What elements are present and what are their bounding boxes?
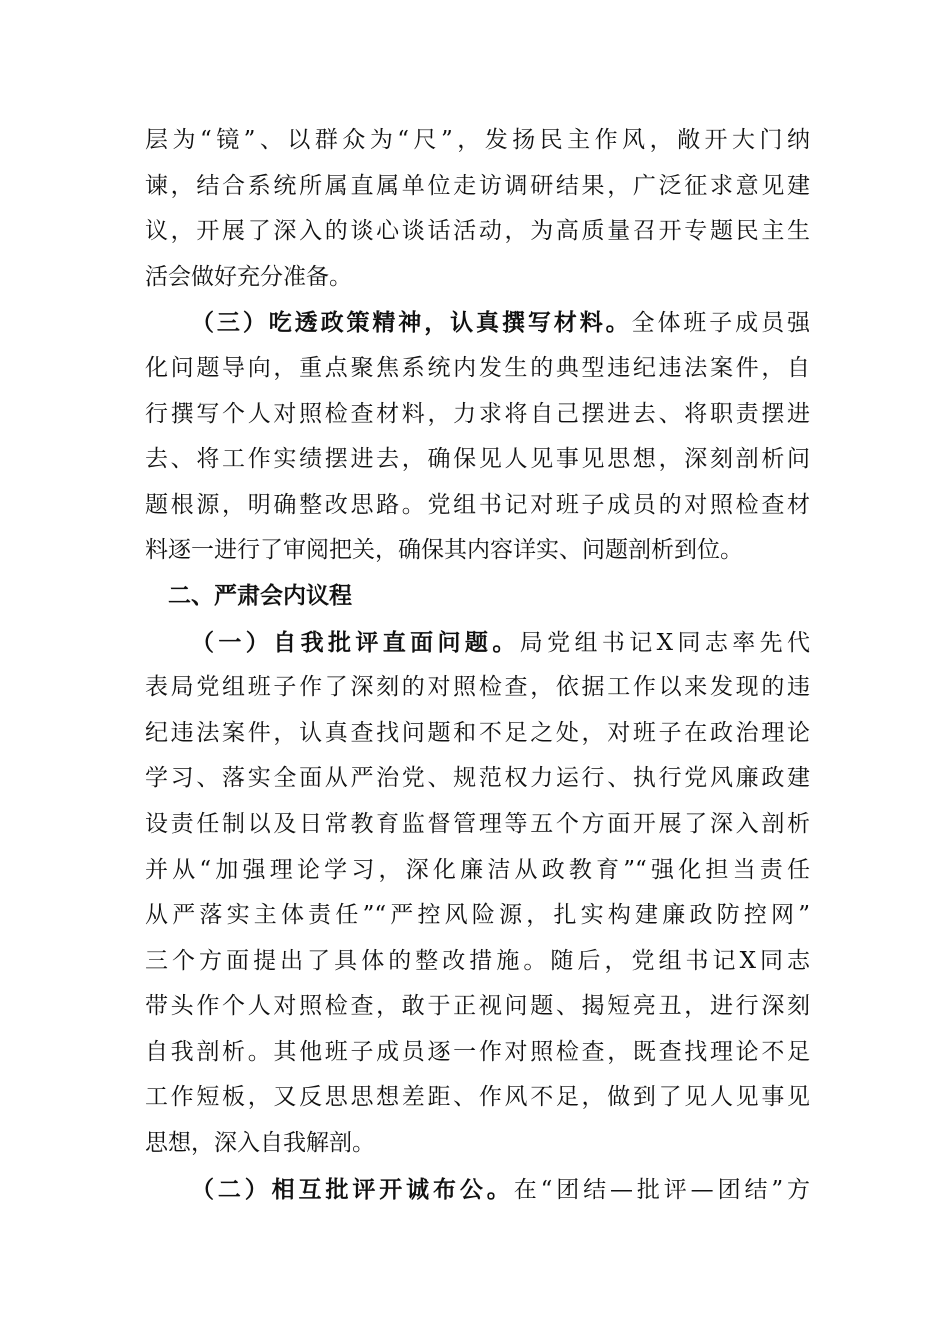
paragraph-line: 化问题导向，重点聚焦系统内发生的典型违纪违法案件，自: [145, 354, 810, 381]
section-heading: 二、严肃会内议程: [168, 582, 352, 609]
document-body: [145, 118, 810, 1212]
paragraph-line: 工作短板，又反思思想差距、作风不足，做到了见人见事见: [145, 1084, 810, 1111]
paragraph-line: 并从“加强理论学习，深化廉洁从政教育”“强化担当责任: [145, 856, 810, 883]
paragraph-line: 行撰写个人对照检查材料，力求将自己摆进去、将职责摆进: [145, 400, 810, 427]
paragraph-line: 设责任制以及日常教育监督管理等五个方面开展了深入剖析: [145, 810, 810, 837]
subsection-line: （三）吃透政策精神，认真撰写材料。全体班子成员强: [191, 309, 810, 337]
paragraph-line: 料逐一进行了审阅把关，确保其内容详实、问题剖析到位。: [145, 537, 743, 564]
subsection-line: （二）相互批评开诚布公。在“团结—批评—团结”方: [191, 1175, 810, 1203]
paragraph-line: 议，开展了深入的谈心谈话活动，为高质量召开专题民主生: [145, 218, 810, 245]
subsection-heading: （三）吃透政策精神，认真撰写材料。: [191, 309, 632, 337]
subsection-heading: （二）相互批评开诚布公。: [191, 1175, 514, 1203]
paragraph-line: 带头作个人对照检查，敢于正视问题、揭短亮丑，进行深刻: [145, 993, 810, 1020]
paragraph-line: 学习、落实全面从严治党、规范权力运行、执行党风廉政建: [145, 765, 810, 792]
paragraph-line: 活会做好充分准备。: [145, 263, 352, 290]
paragraph-line: 纪违法案件，认真查找问题和不足之处，对班子在政治理论: [145, 719, 810, 746]
subsection-heading: （一）自我批评直面问题。: [191, 628, 520, 656]
paragraph-line: 自我剖析。其他班子成员逐一作对照检查，既查找理论不足: [145, 1038, 810, 1065]
paragraph-line: 去、将工作实绩摆进去，确保见人见事见思想，深刻剖析问: [145, 446, 810, 473]
paragraph-line: 三个方面提出了具体的整改措施。随后，党组书记X同志: [145, 947, 810, 974]
paragraph-line: 题根源，明确整改思路。党组书记对班子成员的对照检查材: [145, 491, 810, 518]
paragraph-line: 表局党组班子作了深刻的对照检查，依据工作以来发现的违: [145, 674, 810, 701]
paragraph-line: 谏，结合系统所属直属单位走访调研结果，广泛征求意见建: [145, 172, 810, 199]
paragraph-line: 层为“镜”、以群众为“尺”，发扬民主作风，敞开大门纳: [145, 127, 810, 153]
paragraph-line: 思想，深入自我解剖。: [145, 1130, 375, 1157]
paragraph-line: 从严落实主体责任”“严控风险源，扎实构建廉政防控网”: [145, 902, 810, 929]
subsection-line: （一）自我批评直面问题。局党组书记X同志率先代: [191, 628, 810, 656]
